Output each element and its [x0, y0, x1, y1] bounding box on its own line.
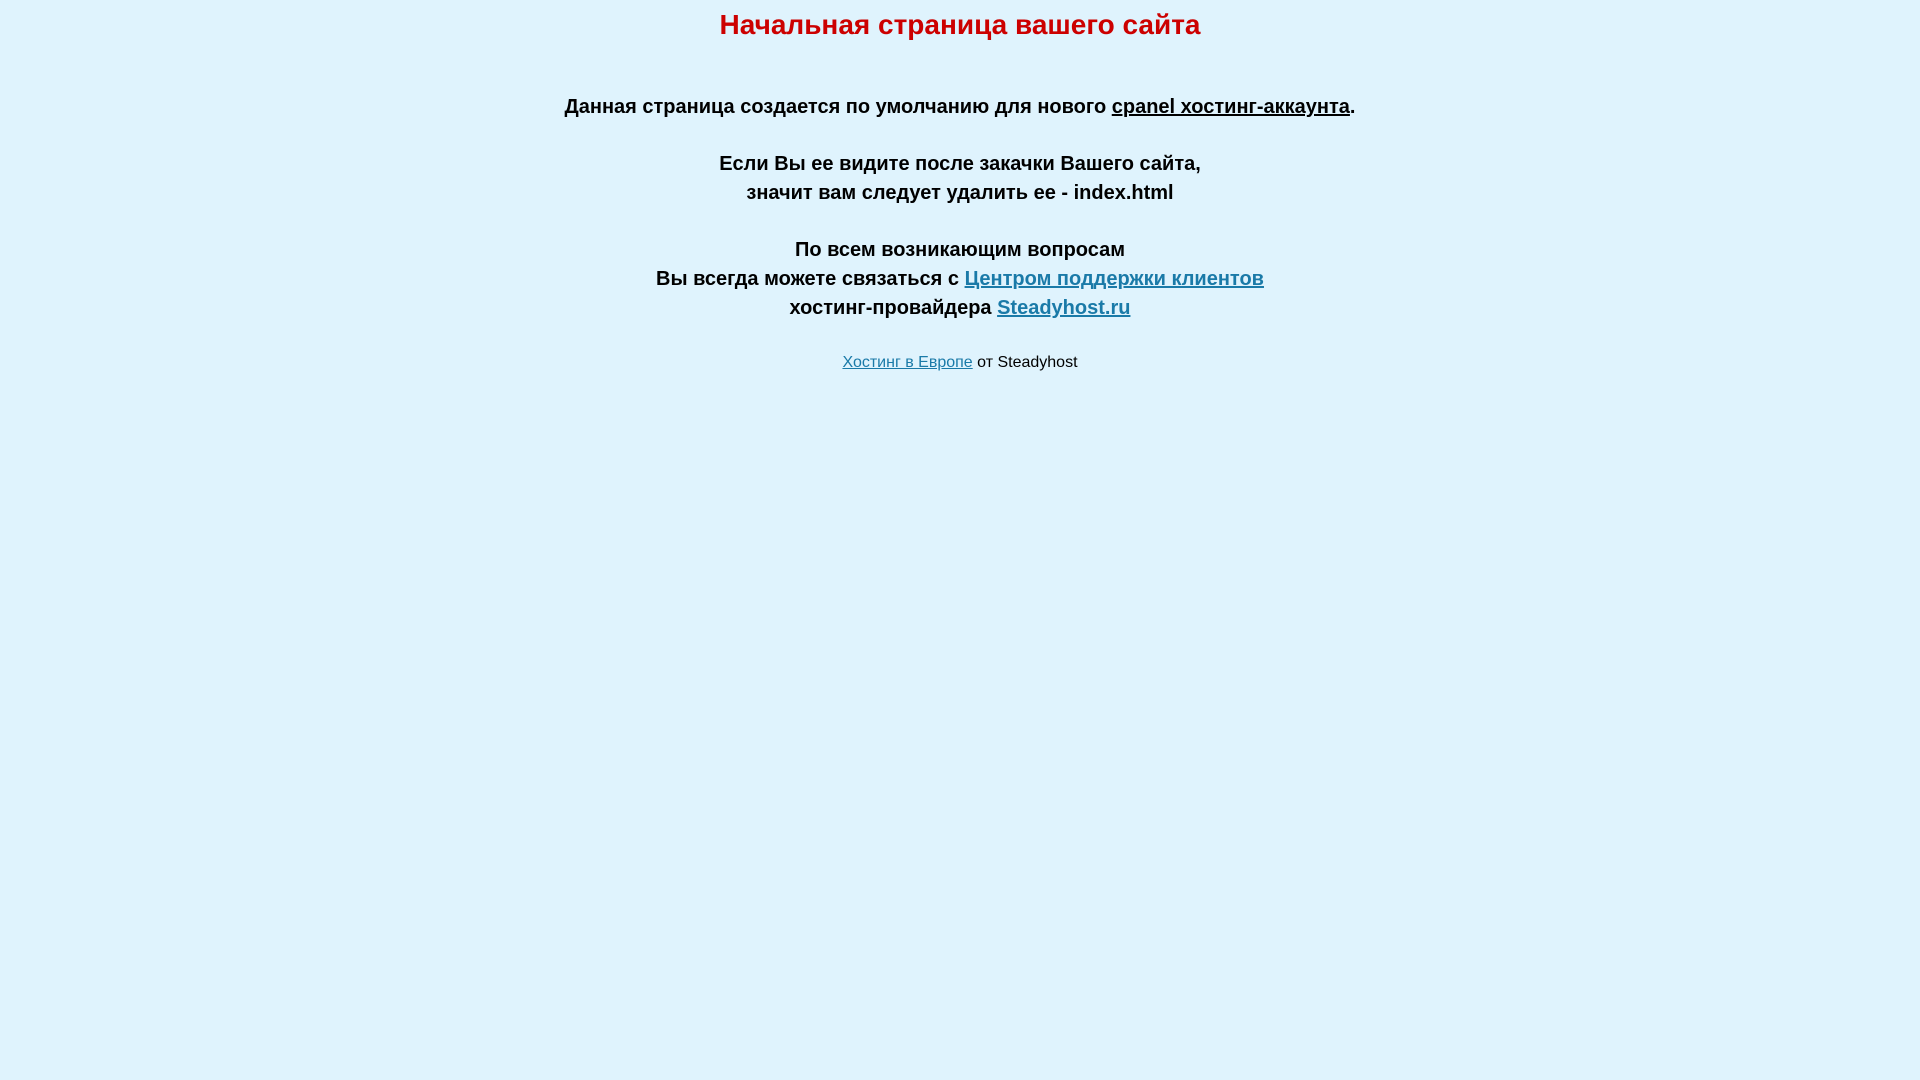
support-line-3-text: хостинг-провайдера: [789, 297, 998, 319]
intro-paragraph: [0, 93, 1920, 122]
support-center-link[interactable]: Центром поддержки клиентов: [964, 268, 1264, 290]
support-line-3: [0, 294, 1920, 323]
intro-period: .: [1349, 96, 1356, 118]
notice-line-1: Если Вы ее видите после закачки Вашего сайта,: [719, 153, 1201, 175]
notice-line-2: значит вам следует удалить ее - index.html: [746, 182, 1174, 204]
support-line-1: По всем возникающим вопросам: [794, 239, 1126, 261]
footer-text: от Steadyhost: [972, 354, 1078, 371]
intro-text: Данная страница создается по умолчанию для нового: [564, 96, 1112, 118]
hosting-europe-link[interactable]: Хостинг в Европе: [842, 354, 973, 371]
page-title: Начальная страница вашего сайта: [719, 9, 1201, 40]
support-line-2-text: Вы всегда можете связаться с: [656, 268, 965, 290]
steadyhost-link[interactable]: Steadyhost.ru: [997, 297, 1131, 319]
support-paragraph: [0, 236, 1920, 323]
notice-paragraph: [0, 150, 1920, 208]
support-line-2: [0, 265, 1920, 294]
cpanel-account-link[interactable]: cpanel хостинг-аккаунта: [1111, 96, 1350, 118]
footer: [0, 353, 1920, 373]
